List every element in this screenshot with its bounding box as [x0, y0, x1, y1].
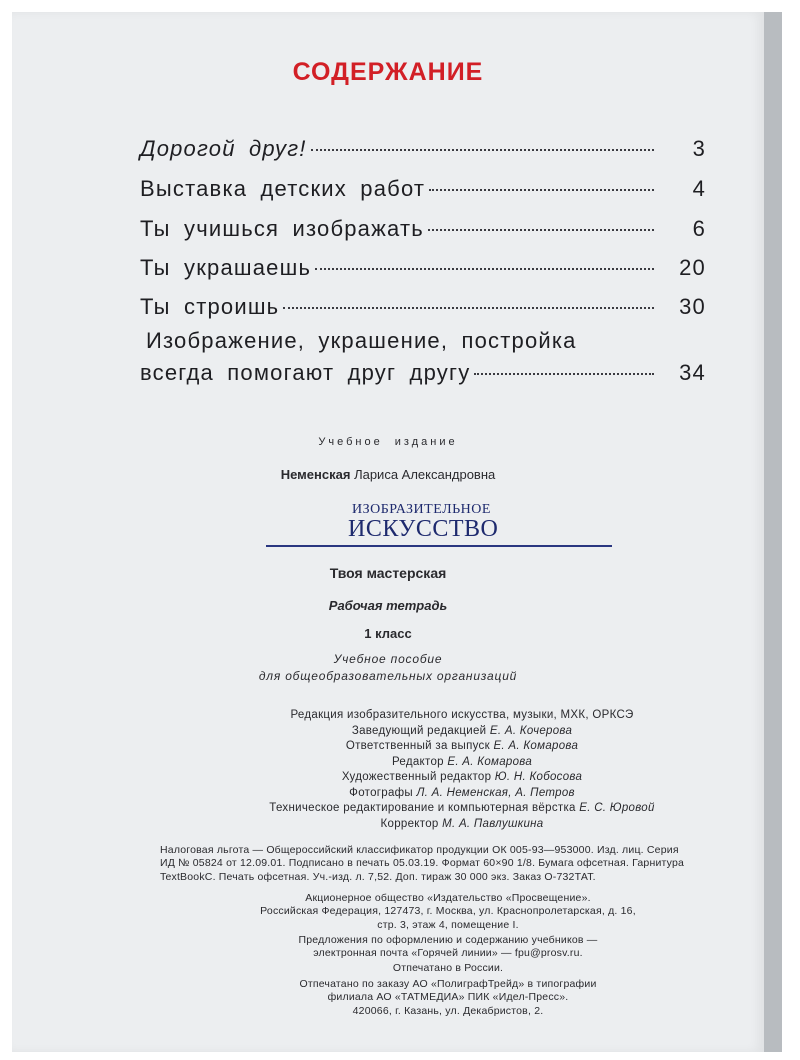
imprint-line: электронная почта «Горячей линии» — fpu@prosv.ru.	[313, 947, 583, 960]
toc-entry-page: 20	[679, 255, 706, 280]
title-rule	[266, 545, 612, 547]
toc-entry-title: Ты учишься изображать	[140, 216, 424, 241]
credit-line	[242, 708, 682, 724]
credits-block	[242, 708, 682, 832]
credit-line	[242, 801, 682, 817]
toc-entry-title-line2: всегда помогают друг другу	[140, 360, 471, 385]
toc-entry-title: Ты украшаешь	[140, 255, 312, 280]
toc-entry-title-line1: Изображение, украшение, постройка	[146, 328, 577, 353]
series-title: Твоя мастерская	[329, 565, 447, 581]
toc-dot-leader	[311, 149, 654, 151]
toc-entry	[140, 136, 706, 162]
imprint-printed-in: Отпечатано в России.	[392, 962, 504, 974]
credit-name: Е. А. Комарова	[493, 740, 579, 752]
credit-role: Редакция изобразительного искусства, музыки, МХК, ОРКСЭ	[290, 709, 634, 721]
toc-entry-page: 6	[692, 216, 706, 241]
toc-dot-leader	[474, 373, 654, 375]
imprint-line: 420066, г. Казань, ул. Декабристов, 2.	[352, 1004, 544, 1017]
credit-line	[242, 724, 682, 740]
toc-entry-page: 30	[679, 294, 706, 319]
credit-role: Техническое редактирование и компьютерная вёрстка	[269, 802, 576, 814]
credit-role: Заведующий редакцией	[351, 724, 487, 737]
edition-type: Учебное издание	[318, 436, 458, 448]
toc-entry	[140, 176, 706, 202]
imprint-line: Российская Федерация, 127473, г. Москва, ул. Краснопролетарская, д. 16,	[260, 905, 636, 918]
author-surname: Неменская	[280, 467, 351, 482]
toc-entry-title: Ты строишь	[140, 294, 280, 319]
credit-role: Ответственный за выпуск	[345, 740, 490, 752]
credit-role: Корректор	[380, 817, 439, 830]
toc-dot-leader	[429, 189, 654, 191]
purpose-line: для общеобразовательных организаций	[258, 669, 518, 683]
toc-dot-leader	[428, 229, 654, 231]
credit-name: Е. А. Комарова	[447, 755, 533, 768]
imprint-line: Налоговая льгота — Общероссийский классификатор продукции ОК 005-93—953000. Изд. лиц. Серия	[160, 844, 679, 856]
imprint-line: TextBookC. Печать офсетная. Уч.-изд. л. 7,52. Доп. тираж 30 000 экз. Заказ О-732ТАТ.	[160, 870, 596, 883]
credit-role: Художественный редактор	[341, 771, 492, 783]
grade-label: 1 класс	[364, 626, 412, 641]
subject-line1: ИЗОБРАЗИТЕЛЬНОЕ	[352, 502, 491, 517]
workbook-label: Рабочая тетрадь	[328, 598, 448, 613]
toc-entry	[140, 216, 706, 242]
toc-entry-page: 4	[692, 176, 706, 201]
credit-line	[242, 770, 682, 786]
imprint-line: Предложения по оформлению и содержанию учебников —	[298, 934, 598, 946]
contents-heading: СОДЕРЖАНИЕ	[292, 58, 484, 86]
credit-name: Е. С. Юровой	[579, 802, 655, 814]
toc-entry-page: 3	[692, 136, 706, 161]
credit-role: Редактор	[391, 755, 444, 768]
imprint-line: филиала АО «ТАТМЕДИА» ПИК «Идел-Пресс».	[327, 991, 569, 1004]
credit-line	[242, 817, 682, 833]
toc-dot-leader	[315, 268, 654, 270]
imprint-printer-block	[238, 978, 658, 1018]
credit-name: Л. А. Неменская, А. Петров	[416, 786, 575, 799]
imprint-publisher-block	[238, 892, 658, 932]
imprint-line: Акционерное общество «Издательство «Просвещение».	[305, 892, 591, 904]
imprint-tax-block	[160, 844, 730, 884]
subject-title	[348, 502, 608, 543]
page-edge	[764, 12, 782, 1052]
author-given-name: Лариса Александровна	[354, 467, 496, 482]
credit-line	[242, 786, 682, 802]
credit-line	[242, 755, 682, 771]
subject-line2: ИСКУССТВО	[348, 516, 499, 542]
purpose-line: Учебное пособие	[333, 652, 443, 666]
imprint-suggestions-block	[238, 934, 658, 961]
credit-name: Ю. Н. Кобосова	[494, 771, 583, 783]
toc-dot-leader	[283, 307, 654, 309]
toc-entry	[140, 294, 706, 320]
toc-entry-page: 34	[679, 360, 706, 385]
toc-entry-title: Выставка детских работ	[140, 176, 426, 201]
toc-entry	[140, 255, 706, 281]
imprint-line: Отпечатано по заказу АО «ПолиграфТрейд» в типографии	[299, 978, 597, 990]
credit-line	[242, 739, 682, 755]
author	[12, 467, 764, 482]
credit-name: М. А. Павлушкина	[442, 817, 544, 830]
book-page	[12, 12, 764, 1052]
credit-name: Е. А. Кочерова	[489, 724, 573, 737]
toc-entry	[140, 360, 706, 386]
toc-entry-title: Дорогой друг!	[140, 136, 307, 161]
credit-role: Фотографы	[349, 786, 413, 799]
imprint-line: стр. 3, этаж 4, помещение I.	[377, 918, 519, 931]
imprint-line: ИД № 05824 от 12.09.01. Подписано в печать 05.03.19. Формат 60×90 1/8. Бумага офсетная. Гарнитура	[160, 857, 685, 870]
